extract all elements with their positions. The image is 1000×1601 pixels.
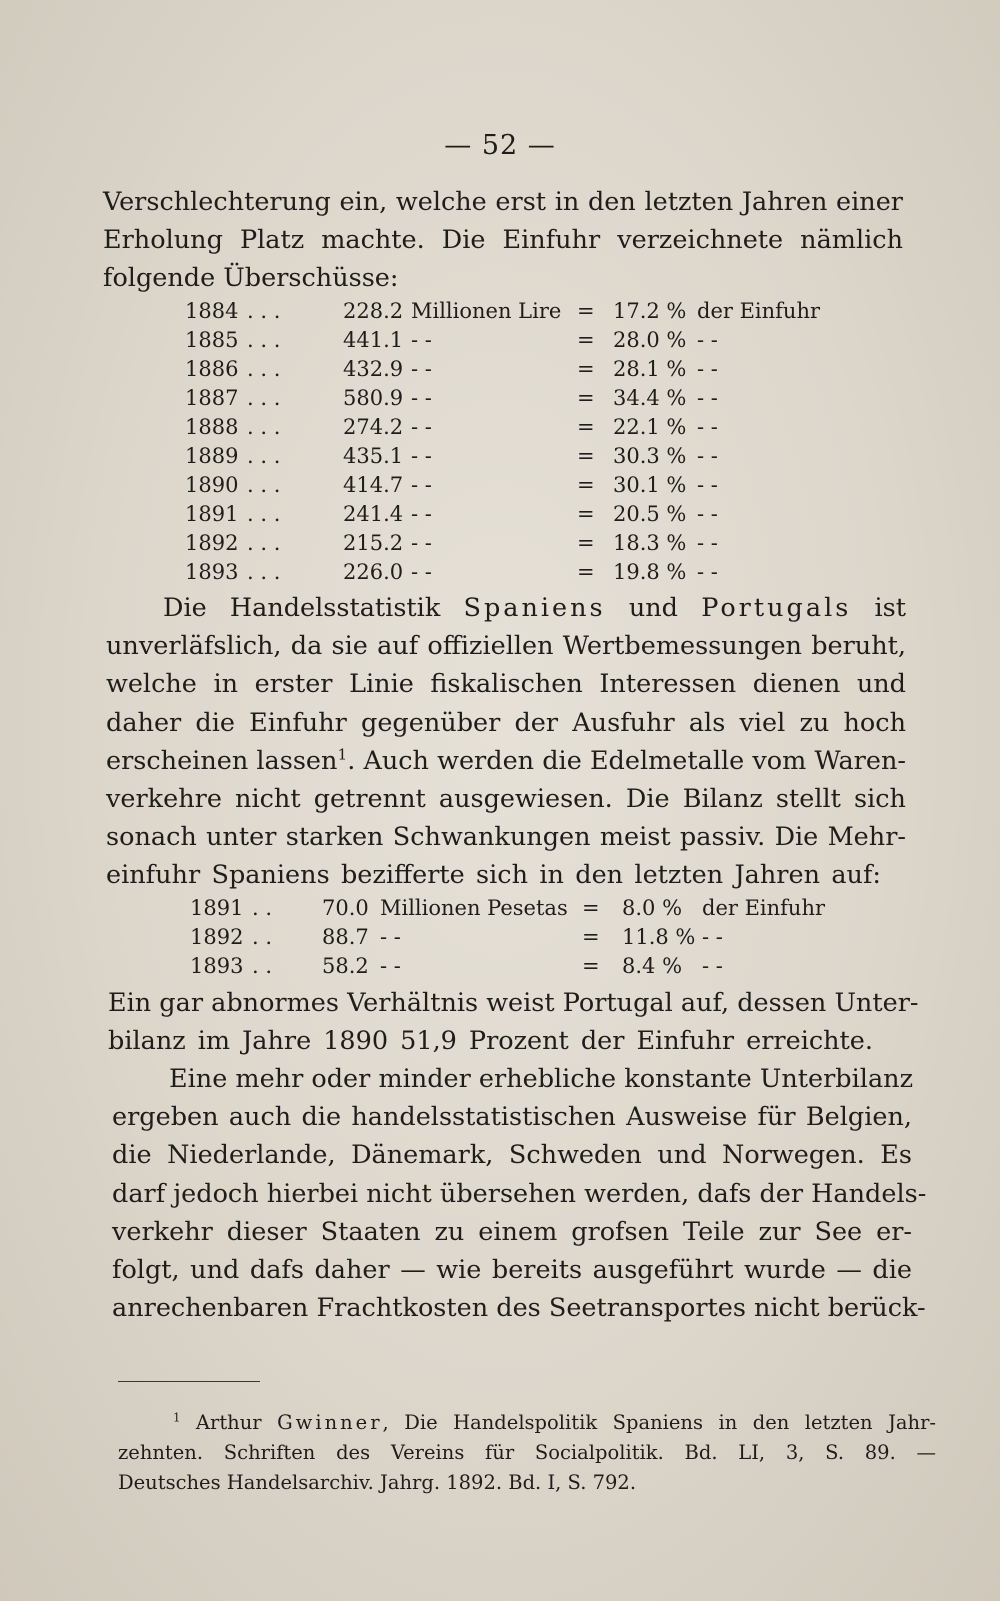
- text-line: Ein gar abnormes Verhältnis weist Portugal auf, dessen Unter-: [108, 988, 919, 1018]
- footnote-line: zehnten. Schriften des Vereins für Socialpolitik. Bd. LI, 3, S. 89. —: [118, 1441, 936, 1464]
- cell-eq: =: [577, 502, 595, 526]
- cell-of: - -: [697, 473, 718, 497]
- cell-value: 435.1: [343, 444, 404, 468]
- cell-of: - -: [697, 531, 718, 555]
- cell-year: 1891: [190, 896, 244, 920]
- cell-eq: =: [577, 415, 595, 439]
- cell-value: 226.0: [343, 560, 404, 584]
- table-row: [190, 894, 830, 923]
- cell-of: - -: [697, 415, 718, 439]
- cell-dots: . . .: [247, 299, 281, 323]
- cell-year: 1886: [185, 357, 239, 381]
- cell-of: der Einfuhr: [702, 896, 826, 920]
- cell-pct: 8.4 %: [622, 954, 683, 978]
- text-line: bilanz im Jahre 1890 51,9 Prozent der Einfuhr erreichte.: [108, 1026, 873, 1057]
- cell-unit: - -: [411, 531, 432, 555]
- intro-paragraph: [103, 183, 903, 298]
- cell-dots: . . .: [247, 386, 281, 410]
- country-spain: Spaniens: [463, 593, 606, 623]
- text-line: Verschlechterung ein, welche erst in den letzten Jahren einer: [103, 187, 903, 217]
- text-line: unverläfslich, da sie auf offiziellen Wertbemessungen beruht,: [106, 631, 906, 662]
- cell-value: 432.9: [343, 357, 404, 381]
- cell-value: 228.2: [343, 299, 404, 323]
- cell-value: 414.7: [343, 473, 404, 497]
- table-row: [185, 413, 825, 442]
- cell-value: 215.2: [343, 531, 404, 555]
- cell-year: 1890: [185, 473, 239, 497]
- text-line: Eine mehr oder minder erhebliche konstante Unterbilanz: [169, 1064, 914, 1094]
- cell-unit: - -: [411, 386, 432, 410]
- cell-of: - -: [702, 954, 723, 978]
- cell-dots: . . .: [247, 357, 281, 381]
- cell-pct: 28.1 %: [613, 357, 687, 381]
- cell-dots: . . .: [247, 560, 281, 584]
- cell-pct: 20.5 %: [613, 502, 687, 526]
- text-line: anrechenbaren Frachtkosten des Seetransportes nicht berück-: [112, 1293, 926, 1324]
- cell-dots: . .: [252, 954, 273, 978]
- cell-eq: =: [577, 444, 595, 468]
- cell-pct: 8.0 %: [622, 896, 683, 920]
- cell-year: 1892: [190, 925, 244, 949]
- footnote-mark: 1: [173, 1410, 181, 1425]
- table-row: [185, 558, 825, 587]
- cell-year: 1892: [185, 531, 239, 555]
- table-row: [185, 326, 825, 355]
- cell-of: - -: [702, 925, 723, 949]
- text-line: sonach unter starken Schwankungen meist passiv. Die Mehr-: [106, 822, 906, 853]
- cell-value: 274.2: [343, 415, 404, 439]
- cell-unit: - -: [411, 502, 432, 526]
- cell-dots: . . .: [247, 473, 281, 497]
- portugal-paragraph: [108, 984, 919, 1060]
- cell-year: 1893: [185, 560, 239, 584]
- table-row: [185, 384, 825, 413]
- cell-eq: =: [582, 925, 600, 949]
- cell-pct: 30.1 %: [613, 473, 687, 497]
- cell-pct: 18.3 %: [613, 531, 687, 555]
- import-surplus-table: [185, 297, 825, 587]
- cell-of: - -: [697, 502, 718, 526]
- text-line: folgende Überschüsse:: [103, 263, 399, 294]
- cell-unit: - -: [411, 560, 432, 584]
- page-number: — 52 —: [444, 130, 556, 161]
- footnote-author: Gwinner: [277, 1411, 383, 1434]
- cell-unit: - -: [411, 444, 432, 468]
- cell-eq: =: [577, 560, 595, 584]
- footnote-divider: [118, 1381, 260, 1382]
- cell-of: - -: [697, 386, 718, 410]
- table-row: [190, 923, 830, 952]
- spain-import-table: [190, 894, 830, 981]
- cell-unit: - -: [380, 954, 401, 978]
- text-line: darf jedoch hierbei nicht übersehen werden, dafs der Handels-: [112, 1178, 927, 1209]
- footnote-line: $^1$ Arthur Gwinner, Die Handelspolitik Spaniens in den letzten Jahr-: [173, 1410, 936, 1434]
- cell-year: 1884: [185, 299, 239, 323]
- cell-dots: . . .: [247, 415, 281, 439]
- table-row: [185, 529, 825, 558]
- cell-year: 1893: [190, 954, 244, 978]
- cell-pct: 19.8 %: [613, 560, 687, 584]
- text-line: folgt, und dafs daher — wie bereits ausgeführt wurde — die: [112, 1254, 912, 1285]
- cell-value: 580.9: [343, 386, 404, 410]
- cell-unit: - -: [411, 357, 432, 381]
- cell-eq: =: [577, 386, 595, 410]
- cell-dots: . . .: [247, 328, 281, 352]
- table-row: [185, 442, 825, 471]
- cell-unit: - -: [411, 328, 432, 352]
- text-line: verkehr dieser Staaten zu einem grofsen Teile zur See er-: [112, 1216, 912, 1247]
- cell-of: - -: [697, 560, 718, 584]
- cell-dots: . .: [252, 896, 273, 920]
- cell-dots: . . .: [247, 444, 281, 468]
- table-row: [185, 297, 825, 326]
- cell-pct: 17.2 %: [613, 299, 687, 323]
- cell-dots: . .: [252, 925, 273, 949]
- text-line: welche in erster Linie fiskalischen Interessen dienen und: [106, 669, 906, 700]
- cell-year: 1887: [185, 386, 239, 410]
- table-row: [185, 355, 825, 384]
- cell-value: 241.4: [343, 502, 404, 526]
- cell-year: 1888: [185, 415, 239, 439]
- cell-of: - -: [697, 328, 718, 352]
- cell-value: 88.7: [322, 925, 369, 949]
- text-line: Die Handelsstatistik Spaniens und Portugals ist: [163, 593, 906, 623]
- cell-eq: =: [577, 357, 595, 381]
- cell-value: 70.0: [322, 896, 369, 920]
- table-row: [185, 471, 825, 500]
- table-row: [185, 500, 825, 529]
- cell-value: 58.2: [322, 954, 369, 978]
- cell-eq: =: [577, 299, 595, 323]
- cell-eq: =: [577, 531, 595, 555]
- table-row: [190, 952, 830, 981]
- cell-dots: . . .: [247, 531, 281, 555]
- text-line: die Niederlande, Dänemark, Schweden und Norwegen. Es: [112, 1140, 912, 1171]
- cell-unit: Millionen Pesetas: [380, 896, 568, 920]
- cell-eq: =: [582, 954, 600, 978]
- cell-eq: =: [577, 473, 595, 497]
- unterbilanz-paragraph: [112, 1060, 927, 1327]
- text-line: daher die Einfuhr gegenüber der Ausfuhr als viel zu hoch: [106, 707, 906, 738]
- cell-unit: - -: [411, 415, 432, 439]
- statistics-paragraph: [106, 589, 906, 895]
- footnote: [118, 1408, 936, 1498]
- cell-pct: 34.4 %: [613, 386, 687, 410]
- text-line: einfuhr Spaniens bezifferte sich in den letzten Jahren auf:: [106, 860, 881, 891]
- cell-pct: 22.1 %: [613, 415, 687, 439]
- cell-of: - -: [697, 357, 718, 381]
- cell-unit: Millionen Lire: [411, 299, 562, 323]
- cell-unit: - -: [411, 473, 432, 497]
- text-line: Erholung Platz machte. Die Einfuhr verzeichnete nämlich: [103, 225, 903, 256]
- text-line: verkehre nicht getrennt ausgewiesen. Die Bilanz stellt sich: [106, 783, 906, 814]
- cell-year: 1891: [185, 502, 239, 526]
- cell-of: - -: [697, 444, 718, 468]
- footnote-line: Deutsches Handelsarchiv. Jahrg. 1892. Bd. I, S. 792.: [118, 1471, 637, 1494]
- cell-year: 1889: [185, 444, 239, 468]
- cell-dots: . . .: [247, 502, 281, 526]
- cell-eq: =: [582, 896, 600, 920]
- cell-value: 441.1: [343, 328, 404, 352]
- cell-pct: 28.0 %: [613, 328, 687, 352]
- cell-unit: - -: [380, 925, 401, 949]
- cell-eq: =: [577, 328, 595, 352]
- cell-pct: 30.3 %: [613, 444, 687, 468]
- cell-pct: 11.8 %: [622, 925, 696, 949]
- cell-year: 1885: [185, 328, 239, 352]
- text-line: ergeben auch die handelsstatistischen Ausweise für Belgien,: [112, 1102, 912, 1133]
- cell-of: der Einfuhr: [697, 299, 821, 323]
- footnote-reference[interactable]: 1: [337, 745, 348, 764]
- text-line: erscheinen lassen$^1$. Auch werden die Edelmetalle vom Waren-: [106, 745, 907, 776]
- country-portugal: Portugals: [701, 593, 852, 623]
